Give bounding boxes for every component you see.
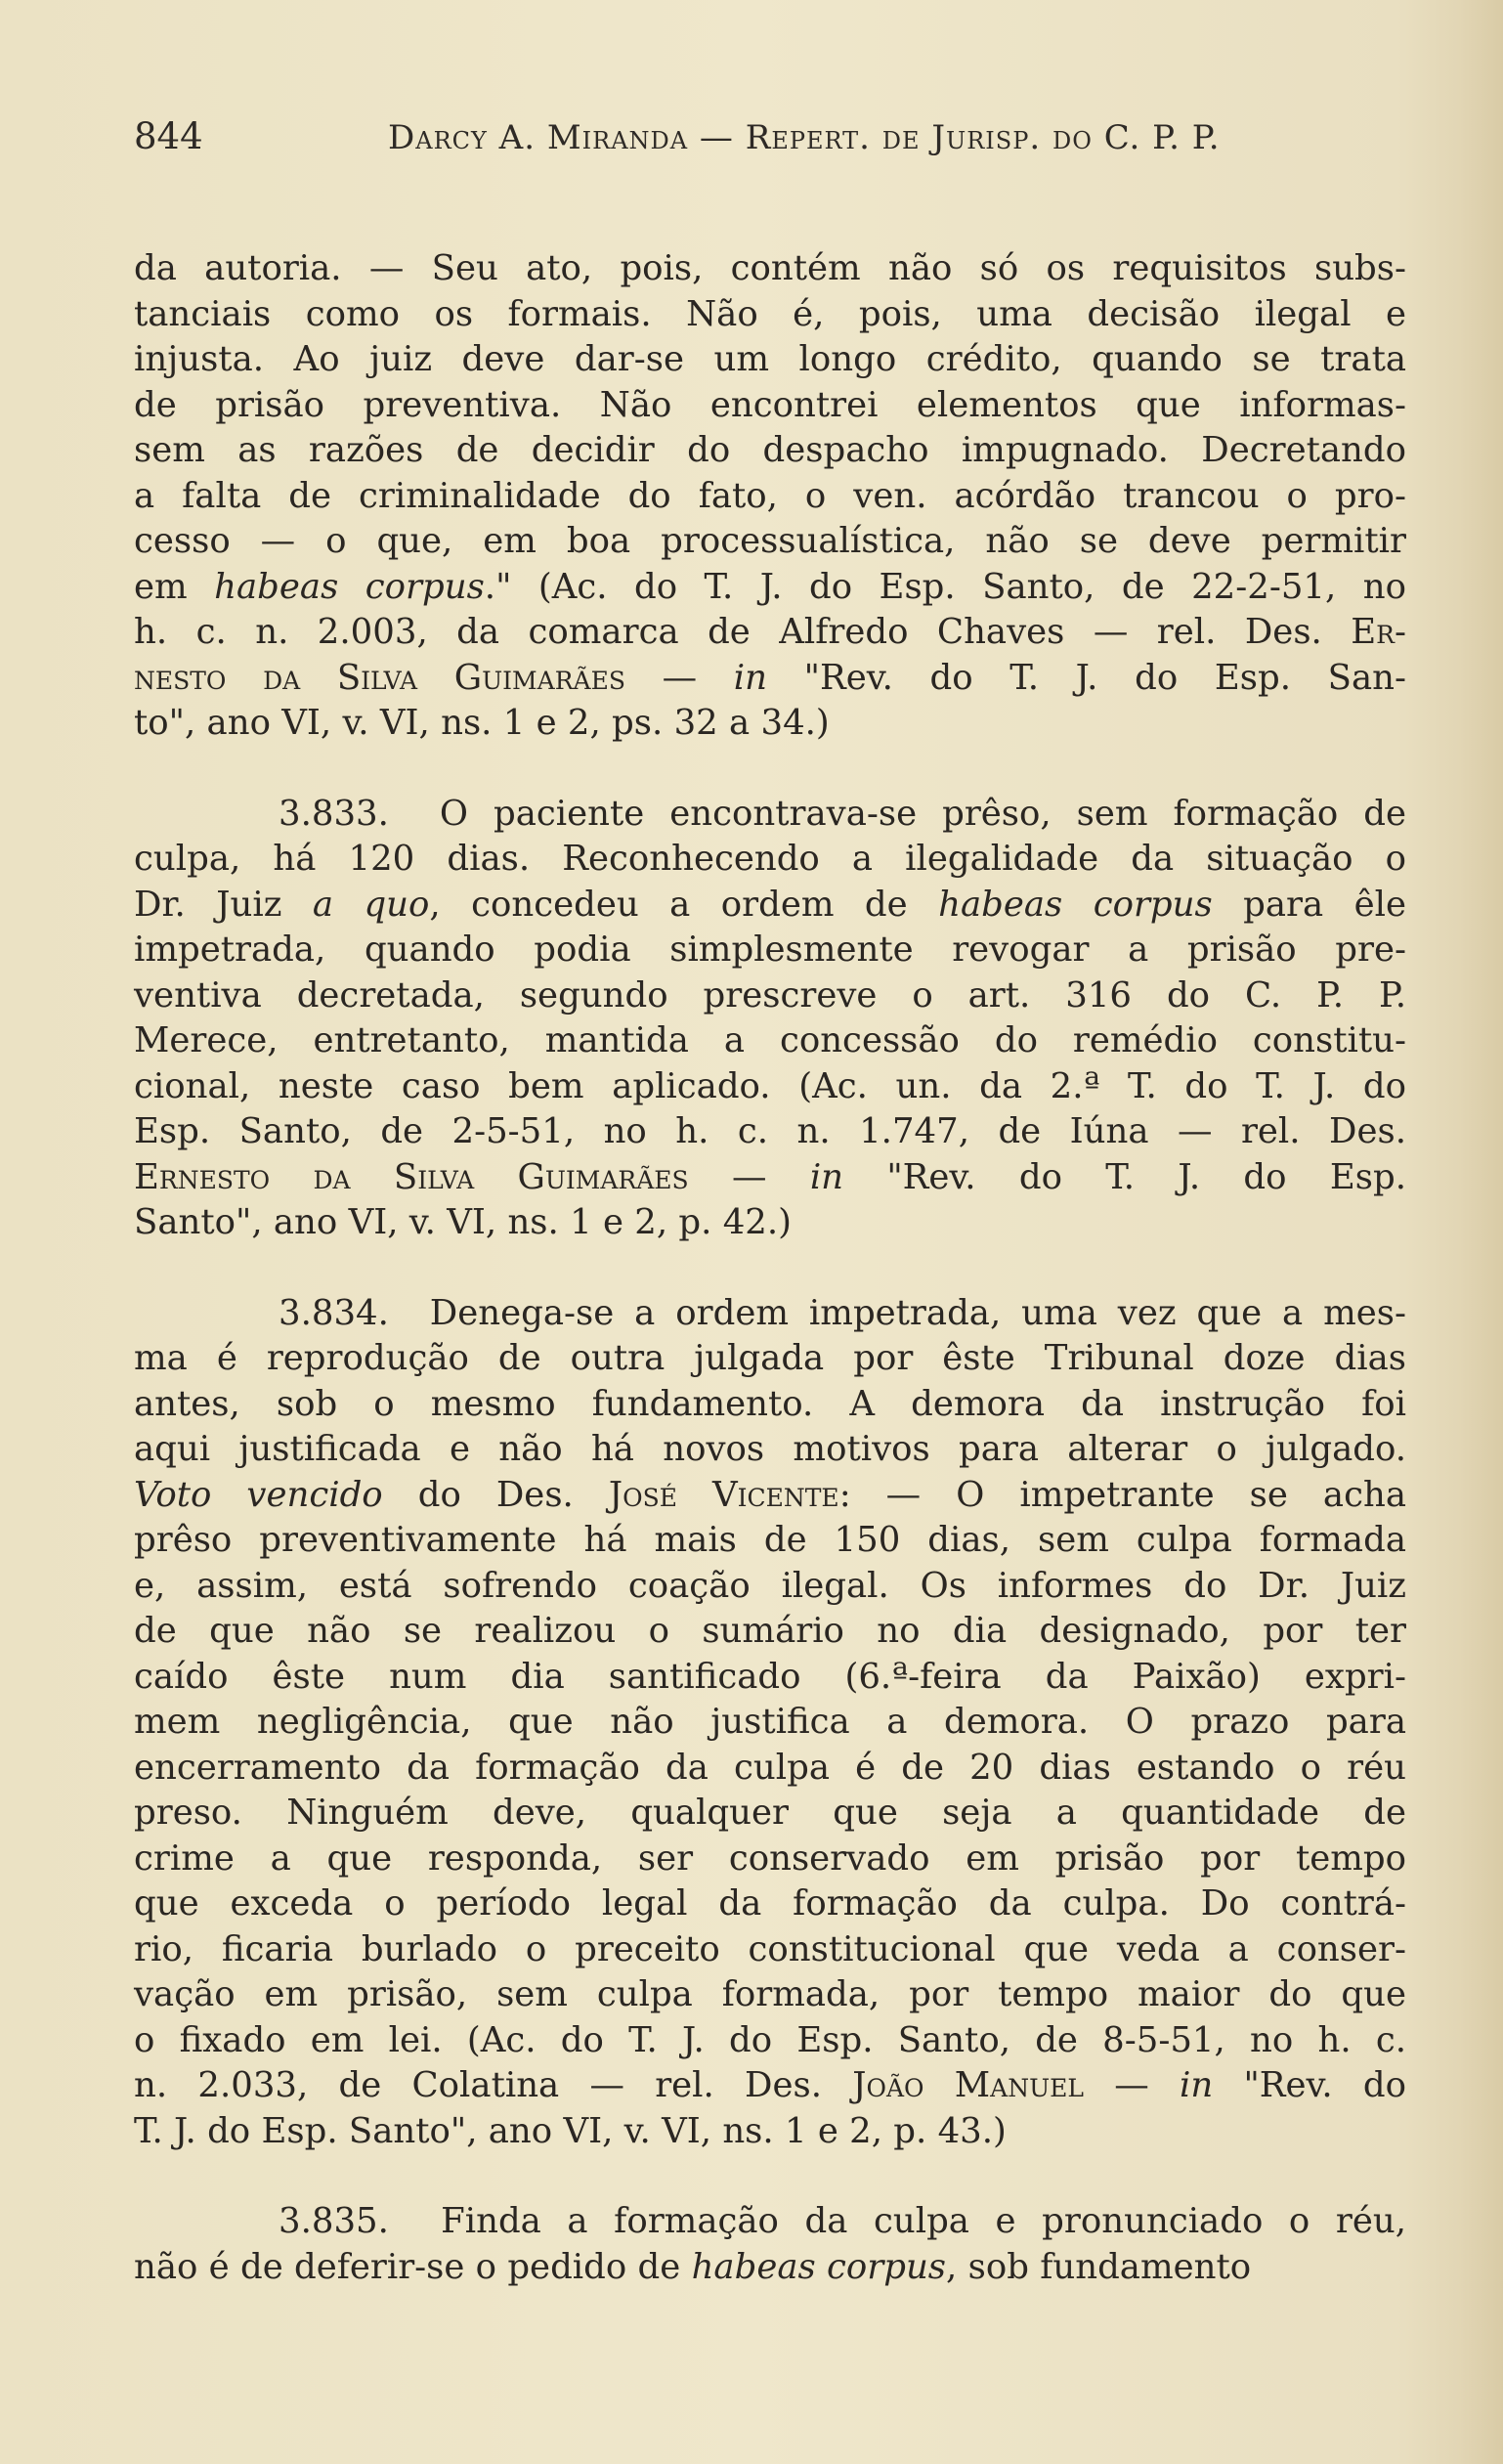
text-line: Dr. Juiz a quo, concedeu a ordem de habeas corpus para êle [134, 884, 1406, 925]
text-line: antes, sob o mesmo fundamento. A demora da instrução foi [134, 1383, 1406, 1424]
text-line: encerramento da formação da culpa é de 20 dias estando o réu [134, 1747, 1406, 1788]
text-line: crime a que responda, ser conservado em prisão por tempo [134, 1837, 1406, 1879]
text-line: Santo", ano VI, v. VI, ns. 1 e 2, p. 42.) [134, 1202, 793, 1242]
paragraph-continuation [134, 246, 1406, 747]
text-line: caído êste num dia santificado (6.ª-feira da Paixão) expri- [134, 1656, 1406, 1697]
running-header [134, 115, 1406, 174]
page-body [134, 246, 1406, 2290]
paragraph-3835 [134, 2199, 1406, 2290]
text-line: cesso — o que, em boa processualística, não se deve permitir [134, 521, 1406, 561]
text-line: mem negligência, que não justifica a demora. O prazo para [134, 1702, 1406, 1742]
paragraph-3834 [134, 1291, 1406, 2155]
paragraph-gap [134, 2154, 1406, 2199]
text-line: n. 2.033, de Colatina — rel. Des. João Manuel — in "Rev. do [134, 2065, 1406, 2105]
text-line: Voto vencido do Des. José Vicente: — O impetrante se acha [134, 1474, 1406, 1515]
text-line: 3.833. O paciente encontrava-se prêso, sem formação de [134, 792, 1406, 838]
paragraph-3833 [134, 792, 1406, 1246]
text-line: aqui justificada e não há novos motivos para alterar o julgado. [134, 1429, 1406, 1469]
paragraph-gap [134, 747, 1406, 792]
italic-term: habeas corpus [691, 2246, 947, 2287]
entry-number: 3.834. [279, 1292, 389, 1333]
entry-number: 3.835. [279, 2201, 389, 2241]
text-line: que exceda o período legal da formação da culpa. Do contrá- [134, 1883, 1406, 1924]
text-line: ma é reprodução de outra julgada por êste Tribunal doze dias [134, 1338, 1406, 1378]
text-line: to", ano VI, v. VI, ns. 1 e 2, ps. 32 a 34.) [134, 703, 830, 743]
person-name: José Vicente [608, 1474, 839, 1515]
text-line: T. J. do Esp. Santo", ano VI, v. VI, ns. 1 e 2, p. 43.) [134, 2110, 1007, 2151]
entry-number: 3.833. [279, 793, 389, 834]
text-line: não é de deferir-se o pedido de habeas corpus, sob fundamento [134, 2246, 1252, 2287]
person-name: João Manuel [852, 2065, 1084, 2105]
text-line: prêso preventivamente há mais de 150 dias, sem culpa formada [134, 1520, 1406, 1560]
text-line: impetrada, quando podia simplesmente revogar a prisão pre- [134, 929, 1406, 970]
text-line: sem as razões de decidir do despacho impugnado. Decretando [134, 430, 1406, 470]
text-line: injusta. Ao juiz deve dar-se um longo crédito, quando se trata [134, 339, 1406, 379]
text-line: de prisão preventiva. Não encontrei elementos que informas- [134, 384, 1406, 425]
text-line: 3.834. Denega-se a ordem impetrada, uma vez que a mes- [134, 1291, 1406, 1337]
text-line: Esp. Santo, de 2-5-51, no h. c. n. 1.747, de Iúna — rel. Des. [134, 1111, 1406, 1151]
book-page [134, 115, 1406, 2290]
page-number: 844 [134, 115, 203, 157]
text-line: o fixado em lei. (Ac. do T. J. do Esp. Santo, de 8-5-51, no h. c. [134, 2019, 1406, 2060]
text-line: culpa, há 120 dias. Reconhecendo a ilegalidade da situação o [134, 839, 1406, 879]
text-line: tanciais como os formais. Não é, pois, uma decisão ilegal e [134, 293, 1406, 334]
text-line: 3.835. Finda a formação da culpa e pronunciado o réu, [134, 2199, 1406, 2245]
text-line: cional, neste caso bem aplicado. (Ac. un. da 2.ª T. do T. J. do [134, 1065, 1406, 1106]
text-line: preso. Ninguém deve, qualquer que seja a quantidade de [134, 1793, 1406, 1833]
text-line: de que não se realizou o sumário no dia designado, por ter [134, 1611, 1406, 1651]
text-line: em habeas corpus." (Ac. do T. J. do Esp. Santo, de 22-2-51, no [134, 566, 1406, 607]
running-title: Darcy A. Miranda — Repert. de Jurisp. do C. P. P. [388, 118, 1221, 157]
text-line: h. c. n. 2.003, da comarca de Alfredo Chaves — rel. Des. Er- [134, 612, 1406, 652]
text-line: rio, ficaria burlado o preceito constitucional que veda a conser- [134, 1928, 1406, 1969]
text-line: e, assim, está sofrendo coação ilegal. Os informes do Dr. Juiz [134, 1565, 1406, 1606]
text-line: da autoria. — Seu ato, pois, contém não só os requisitos subs- [134, 248, 1406, 288]
italic-term: habeas corpus [938, 884, 1213, 925]
text-line: Merece, entretanto, mantida a concessão do remédio constitu- [134, 1020, 1406, 1060]
text-line: vação em prisão, sem culpa formada, por tempo maior do que [134, 1974, 1406, 2014]
text-line: Ernesto da Silva Guimarães — in "Rev. do T. J. do Esp. [134, 1156, 1406, 1197]
text-line: nesto da Silva Guimarães — in "Rev. do T. J. do Esp. San- [134, 657, 1406, 698]
person-name: Ernesto da Silva Guimarães [134, 1156, 689, 1197]
text-line: a falta de criminalidade do fato, o ven. acórdão trancou o pro- [134, 475, 1406, 516]
paragraph-gap [134, 1246, 1406, 1291]
italic-term: habeas corpus [214, 566, 485, 607]
text-line: ventiva decretada, segundo prescreve o art. 316 do C. P. P. [134, 974, 1406, 1016]
